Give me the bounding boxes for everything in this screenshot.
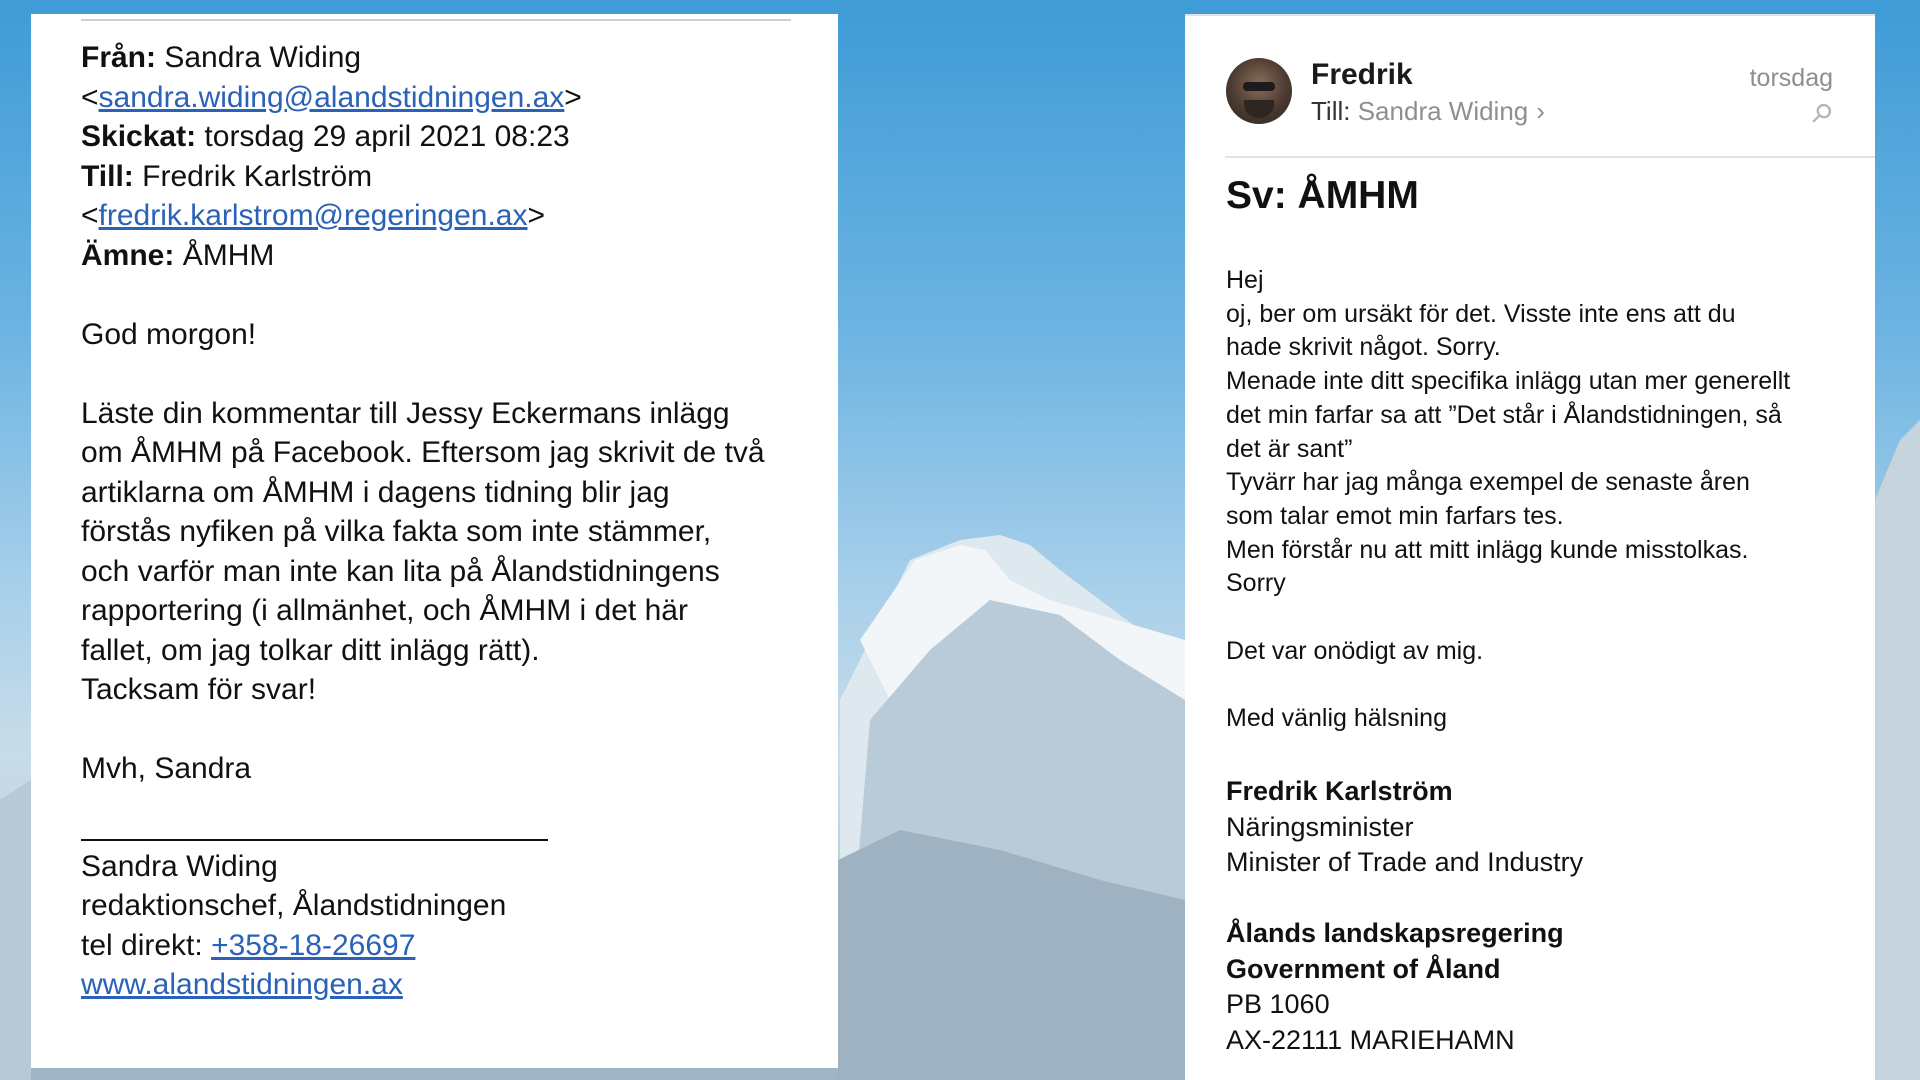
- body-line: Läste din kommentar till Jessy Eckermans inlägg: [81, 396, 730, 430]
- body-line: Menade inte ditt specifika inlägg utan mer generellt: [1226, 367, 1791, 396]
- signature-org-sv: Ålands landskapsregering: [1226, 918, 1564, 948]
- message-header: [1185, 16, 1875, 156]
- reply-body: [1226, 264, 1846, 736]
- signature-title-en: Minister of Trade and Industry: [1226, 847, 1584, 877]
- body-line: artiklarna om ÅMHM i dagens tidning blir jag: [81, 475, 670, 509]
- paperclip-icon[interactable]: ⚲: [1804, 95, 1840, 131]
- signature-phone-row: [81, 926, 788, 966]
- signature-name: Sandra Widing: [81, 849, 278, 883]
- from-email-link[interactable]: sandra.widing@alandstidningen.ax: [98, 80, 565, 114]
- body-line: hade skrivit något. Sorry.: [1226, 333, 1501, 362]
- body-line: rapportering (i allmänhet, och ÅMHM i det här: [81, 594, 688, 627]
- body-line: fallet, om jag tolkar ditt inlägg rätt).: [81, 633, 540, 667]
- top-divider: [81, 19, 791, 21]
- phone-label: tel direkt:: [81, 928, 203, 962]
- body-line: om ÅMHM på Facebook. Eftersom jag skrivit de två: [81, 436, 765, 469]
- closing: Mvh, Sandra: [81, 752, 252, 785]
- body-line: det är sant”: [1226, 434, 1353, 463]
- phone-link[interactable]: +358-18-26697: [211, 928, 416, 962]
- body-line: Men förstår nu att mitt inlägg kunde misstolkas.: [1226, 535, 1749, 564]
- website-link[interactable]: www.alandstidningen.ax: [81, 968, 403, 1001]
- signature-title: redaktionschef, Ålandstidningen: [81, 889, 507, 922]
- body-line: Sorry: [1226, 569, 1286, 598]
- to-header: Till: Fredrik Karlström <fredrik.karlstrom@regeringen.ax>: [81, 159, 545, 232]
- from-label: Från:: [81, 41, 156, 74]
- subject-value: ÅMHM: [182, 238, 275, 272]
- body-line: Tacksam för svar!: [81, 673, 317, 706]
- greeting: God morgon!: [81, 317, 257, 351]
- to-label: Till:: [1311, 96, 1351, 126]
- recipient-row[interactable]: [1311, 96, 1545, 127]
- sender-name[interactable]: Fredrik: [1311, 58, 1413, 91]
- subject-header: [81, 236, 788, 276]
- message-date: torsdag: [1749, 64, 1833, 92]
- avatar[interactable]: [1226, 58, 1292, 124]
- recipient-name: Sandra Widing: [1357, 96, 1529, 126]
- sent-header: [81, 117, 788, 157]
- to-email-link[interactable]: fredrik.karlstrom@regeringen.ax: [98, 199, 528, 232]
- subject-label: Ämne:: [81, 238, 175, 272]
- body-line: Det var onödigt av mig.: [1226, 636, 1484, 665]
- reply-email-panel: [1185, 14, 1875, 1080]
- message-subject: Sv: ÅMHM: [1226, 174, 1419, 217]
- reply-signature: [1226, 774, 1583, 1058]
- from-name: Sandra Widing: [164, 41, 362, 74]
- signature-po-box: PB 1060: [1226, 989, 1330, 1019]
- body-line: förstås nyfiken på vilka fakta som inte stämmer,: [81, 515, 712, 548]
- from-header: Från: Sandra Widing <sandra.widing@alandstidningen.ax>: [81, 41, 582, 114]
- email-body: [81, 394, 788, 710]
- signature-name: Fredrik Karlström: [1226, 776, 1453, 806]
- body-line: som talar emot min farfars tes.: [1226, 501, 1564, 530]
- signature-title-sv: Näringsminister: [1226, 811, 1414, 842]
- signature-block: [81, 847, 788, 1005]
- body-line: Hej: [1226, 266, 1264, 294]
- signature-org-en: Government of Åland: [1226, 953, 1501, 984]
- sent-label: Skickat:: [81, 120, 197, 153]
- body-line: det min farfar sa att ”Det står i Ålandstidningen, så: [1226, 400, 1782, 429]
- regards-line: Med vänlig hälsning: [1226, 704, 1447, 733]
- body-line: och varför man inte kan lita på Ålandstidningens: [81, 554, 720, 588]
- signature-divider: [81, 839, 548, 841]
- to-label: Till:: [81, 159, 134, 193]
- header-divider: [1225, 156, 1875, 158]
- to-name: Fredrik Karlström: [142, 159, 373, 193]
- body-line: Tyvärr har jag många exempel de senaste åren: [1226, 468, 1750, 497]
- chevron-right-icon: ›: [1536, 96, 1545, 126]
- body-line: oj, ber om ursäkt för det. Visste inte ens att du: [1226, 299, 1736, 328]
- sent-value: torsdag 29 april 2021 08:23: [204, 120, 570, 153]
- signature-postal: AX-22111 MARIEHAMN: [1226, 1024, 1515, 1055]
- original-email-panel: [31, 14, 838, 1068]
